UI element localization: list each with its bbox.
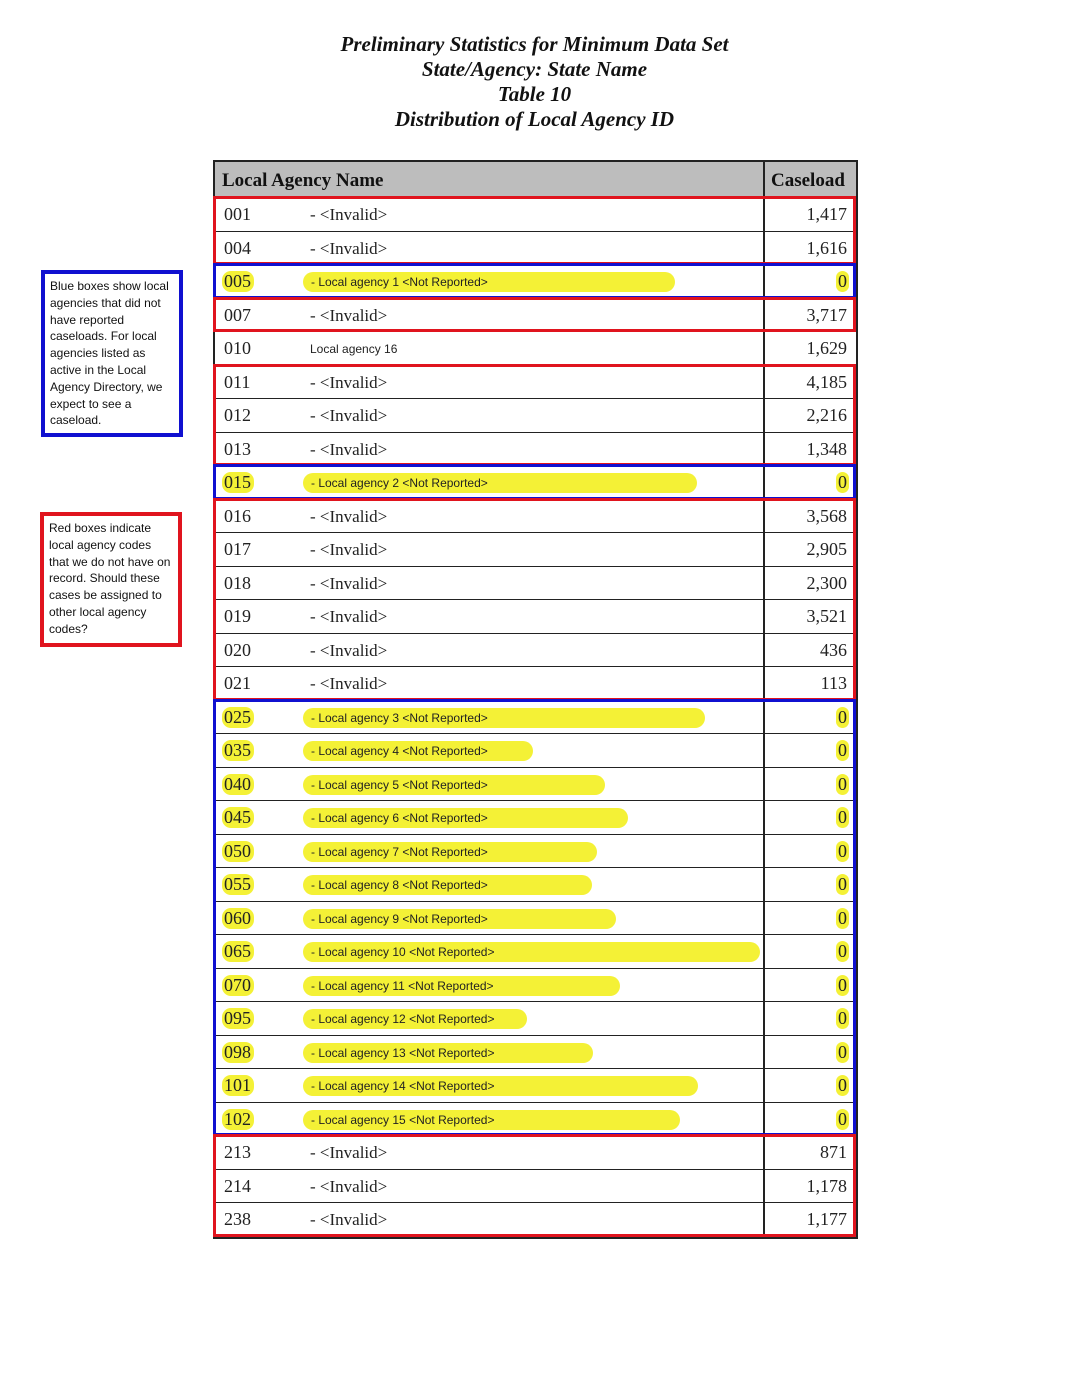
caseload-value: 0 bbox=[838, 974, 847, 995]
agency-name: - <Invalid> bbox=[310, 1210, 388, 1229]
agency-code: 005 bbox=[222, 271, 254, 292]
agency-code: 017 bbox=[224, 539, 251, 559]
agency-code: 018 bbox=[224, 572, 251, 593]
agency-code: 238 bbox=[224, 1209, 251, 1229]
caseload-value: 3,568 bbox=[806, 505, 847, 526]
caseload-value: 1,348 bbox=[806, 438, 847, 459]
agency-code: 010 bbox=[224, 338, 251, 358]
agency-name: - <Invalid> bbox=[310, 305, 388, 325]
caseload-value: 1,178 bbox=[806, 1175, 847, 1196]
caseload-value: 0 bbox=[838, 941, 847, 961]
title-line: State/Agency: State Name bbox=[421, 57, 648, 81]
agency-name: - Local agency 4 <Not Reported> bbox=[311, 744, 488, 758]
agency-name: - <Invalid> bbox=[310, 205, 388, 224]
agency-name: - Local agency 8 <Not Reported> bbox=[311, 878, 488, 892]
agency-code: 045 bbox=[222, 807, 254, 828]
agency-name: - <Invalid> bbox=[310, 573, 388, 593]
agency-code: 007 bbox=[224, 304, 251, 325]
caseload-value: 0 bbox=[838, 773, 847, 794]
agency-name: - Local agency 10 <Not Reported> bbox=[311, 945, 495, 959]
agency-code: 019 bbox=[224, 606, 251, 626]
not-reported-group-box bbox=[213, 699, 856, 1137]
red-note: Red boxes indicate local agency codes that we do not have on record. Should these cases be assigned to other local agency codes? bbox=[40, 512, 182, 647]
agency-code: 001 bbox=[224, 204, 251, 224]
caseload-value: 0 bbox=[838, 1008, 847, 1028]
agency-name: - Local agency 13 <Not Reported> bbox=[311, 1045, 495, 1060]
caseload-value: 0 bbox=[838, 472, 847, 492]
agency-code: 050 bbox=[222, 841, 254, 862]
invalid-group-box bbox=[213, 1134, 856, 1237]
agency-code: 016 bbox=[224, 505, 251, 526]
agency-code: 060 bbox=[222, 908, 254, 929]
caseload-value: 436 bbox=[820, 639, 847, 660]
agency-code: 011 bbox=[224, 371, 251, 392]
not-reported-group-box bbox=[213, 263, 856, 299]
invalid-group-box bbox=[213, 498, 856, 701]
agency-code: 035 bbox=[222, 740, 254, 761]
caseload-value: 1,616 bbox=[806, 237, 847, 258]
caseload-value: 0 bbox=[838, 1075, 847, 1095]
agency-name: - <Invalid> bbox=[310, 640, 388, 660]
agency-code: 055 bbox=[222, 874, 254, 895]
agency-code: 095 bbox=[222, 1008, 254, 1029]
agency-code: 013 bbox=[224, 438, 251, 459]
table-header bbox=[215, 162, 856, 198]
agency-name: - Local agency 5 <Not Reported> bbox=[311, 777, 488, 792]
agency-name: Local agency 16 bbox=[310, 342, 398, 356]
agency-code: 070 bbox=[222, 975, 254, 996]
agency-name: - <Invalid> bbox=[310, 506, 388, 526]
caseload-value: 871 bbox=[820, 1142, 847, 1162]
agency-code: 015 bbox=[222, 472, 254, 493]
agency-name: - <Invalid> bbox=[310, 439, 388, 459]
agency-code: 102 bbox=[222, 1109, 254, 1130]
title-line: Distribution of Local Agency ID bbox=[394, 107, 675, 131]
caseload-value: 3,717 bbox=[806, 304, 847, 325]
agency-name: - <Invalid> bbox=[310, 372, 388, 392]
agency-code: 012 bbox=[224, 405, 251, 425]
agency-code: 020 bbox=[224, 639, 251, 660]
agency-name: - Local agency 15 <Not Reported> bbox=[311, 1112, 495, 1127]
agency-code: 004 bbox=[224, 237, 251, 258]
blue-note: Blue boxes show local agencies that did not have reported caseloads. For local agencies listed as active in the Local Agency Directory, we expect to see a caseload. bbox=[41, 270, 183, 437]
agency-name: - Local agency 14 <Not Reported> bbox=[311, 1079, 495, 1093]
agency-name: - <Invalid> bbox=[310, 238, 388, 258]
caseload-value: 2,905 bbox=[806, 539, 847, 559]
agency-name: - Local agency 12 <Not Reported> bbox=[311, 1012, 495, 1026]
invalid-group-box bbox=[213, 196, 856, 265]
agency-name: - Local agency 2 <Not Reported> bbox=[311, 476, 488, 490]
caseload-value: 0 bbox=[838, 807, 847, 827]
agency-name: - <Invalid> bbox=[310, 540, 388, 559]
invalid-group-box bbox=[213, 364, 856, 467]
caseload-value: 2,300 bbox=[806, 572, 847, 593]
agency-name: - <Invalid> bbox=[310, 406, 388, 425]
caseload-value: 0 bbox=[838, 740, 847, 760]
agency-name: - Local agency 7 <Not Reported> bbox=[311, 844, 488, 859]
page-title bbox=[0, 32, 1069, 132]
header-caseload: Caseload bbox=[771, 170, 845, 191]
agency-code: 021 bbox=[224, 673, 251, 693]
agency-code: 040 bbox=[222, 774, 254, 795]
agency-code: 025 bbox=[222, 707, 254, 728]
header-name: Local Agency Name bbox=[222, 170, 384, 191]
not-reported-group-box bbox=[213, 464, 856, 500]
caseload-value: 0 bbox=[838, 1108, 847, 1129]
caseload-value: 1,417 bbox=[806, 204, 847, 224]
agency-code: 065 bbox=[222, 941, 254, 962]
agency-name: - Local agency 11 <Not Reported> bbox=[311, 978, 494, 993]
caseload-value: 0 bbox=[838, 907, 847, 928]
caseload-value: 3,521 bbox=[806, 606, 847, 626]
caseload-value: 0 bbox=[838, 706, 847, 727]
agency-name: - <Invalid> bbox=[310, 1143, 388, 1162]
agency-code: 213 bbox=[224, 1142, 251, 1162]
agency-name: - Local agency 6 <Not Reported> bbox=[311, 811, 488, 825]
table-row bbox=[215, 332, 856, 366]
caseload-value: 0 bbox=[838, 840, 847, 861]
agency-name: - <Invalid> bbox=[310, 674, 388, 693]
agency-name: - Local agency 9 <Not Reported> bbox=[311, 911, 488, 926]
caseload-value: 1,177 bbox=[806, 1209, 847, 1229]
agency-name: - <Invalid> bbox=[310, 1176, 388, 1196]
caseload-value: 2,216 bbox=[806, 405, 847, 425]
caseload-value: 4,185 bbox=[806, 371, 847, 392]
agency-code: 214 bbox=[224, 1175, 251, 1196]
agency-name: - Local agency 1 <Not Reported> bbox=[311, 275, 488, 289]
caseload-value: 0 bbox=[838, 271, 847, 291]
column-divider bbox=[763, 162, 765, 196]
caseload-value: 1,629 bbox=[806, 338, 847, 358]
column-divider bbox=[763, 332, 765, 365]
caseload-value: 0 bbox=[838, 1041, 847, 1062]
caseload-value: 0 bbox=[838, 874, 847, 894]
agency-name: - Local agency 3 <Not Reported> bbox=[311, 710, 488, 725]
title-line: Preliminary Statistics for Minimum Data Set bbox=[340, 32, 729, 56]
title-line: Table 10 bbox=[497, 82, 572, 106]
invalid-group-box bbox=[213, 297, 856, 333]
agency-name: - <Invalid> bbox=[310, 607, 388, 626]
agency-code: 098 bbox=[222, 1042, 254, 1063]
caseload-value: 113 bbox=[820, 673, 847, 693]
agency-code: 101 bbox=[222, 1075, 254, 1096]
